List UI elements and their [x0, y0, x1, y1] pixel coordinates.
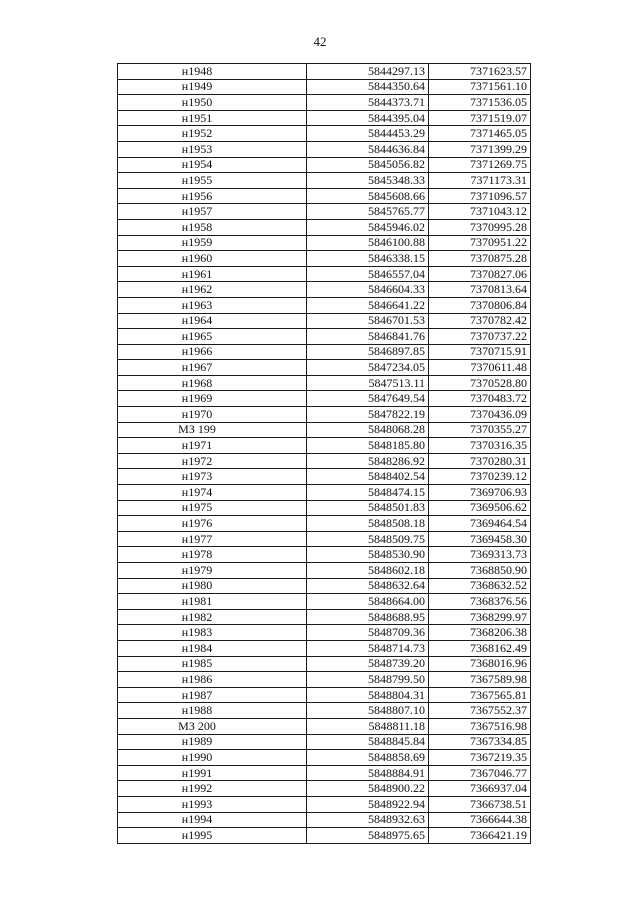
table-row	[118, 79, 531, 95]
x-coordinate-cell: 5848922.94	[307, 796, 429, 812]
point-name-cell: н1977	[118, 531, 307, 547]
y-coordinate-cell: 7370995.28	[429, 219, 531, 235]
x-coordinate-cell: 5846557.04	[307, 266, 429, 282]
point-name-cell: н1989	[118, 734, 307, 750]
table-row	[118, 469, 531, 485]
point-name-cell: н1976	[118, 516, 307, 532]
point-name-cell: МЗ 199	[118, 422, 307, 438]
y-coordinate-cell: 7366937.04	[429, 781, 531, 797]
table-row	[118, 485, 531, 501]
table-row	[118, 563, 531, 579]
table-row	[118, 796, 531, 812]
point-name-cell: н1993	[118, 796, 307, 812]
y-coordinate-cell: 7370316.35	[429, 438, 531, 454]
x-coordinate-cell: 5848932.63	[307, 812, 429, 828]
point-name-cell: н1987	[118, 687, 307, 703]
x-coordinate-cell: 5848501.83	[307, 500, 429, 516]
table-row	[118, 64, 531, 80]
table-row	[118, 219, 531, 235]
point-name-cell: н1972	[118, 453, 307, 469]
y-coordinate-cell: 7367046.77	[429, 765, 531, 781]
table-row	[118, 718, 531, 734]
point-name-cell: н1980	[118, 578, 307, 594]
y-coordinate-cell: 7368850.90	[429, 563, 531, 579]
point-name-cell: н1971	[118, 438, 307, 454]
y-coordinate-cell: 7370611.48	[429, 360, 531, 376]
table-row	[118, 235, 531, 251]
point-name-cell: н1985	[118, 656, 307, 672]
table-row	[118, 500, 531, 516]
table-row	[118, 313, 531, 329]
y-coordinate-cell: 7368162.49	[429, 640, 531, 656]
point-name-cell: н1983	[118, 625, 307, 641]
x-coordinate-cell: 5848799.50	[307, 672, 429, 688]
table-row	[118, 594, 531, 610]
point-name-cell: н1970	[118, 407, 307, 423]
table-row	[118, 516, 531, 532]
table-row	[118, 578, 531, 594]
table-row	[118, 126, 531, 142]
y-coordinate-cell: 7369464.54	[429, 516, 531, 532]
point-name-cell: н1967	[118, 360, 307, 376]
point-name-cell: н1951	[118, 110, 307, 126]
x-coordinate-cell: 5845608.66	[307, 188, 429, 204]
table-row	[118, 157, 531, 173]
page-number: 42	[313, 34, 327, 49]
y-coordinate-cell: 7371536.05	[429, 95, 531, 111]
y-coordinate-cell: 7370813.64	[429, 282, 531, 298]
table-row	[118, 453, 531, 469]
y-coordinate-cell: 7370806.84	[429, 297, 531, 313]
y-coordinate-cell: 7371561.10	[429, 79, 531, 95]
y-coordinate-cell: 7370782.42	[429, 313, 531, 329]
y-coordinate-cell: 7368299.97	[429, 609, 531, 625]
table-row	[118, 391, 531, 407]
y-coordinate-cell: 7369706.93	[429, 485, 531, 501]
x-coordinate-cell: 5848900.22	[307, 781, 429, 797]
point-name-cell: н1978	[118, 547, 307, 563]
y-coordinate-cell: 7369506.62	[429, 500, 531, 516]
x-coordinate-cell: 5844373.71	[307, 95, 429, 111]
point-name-cell: н1982	[118, 609, 307, 625]
point-name-cell: н1948	[118, 64, 307, 80]
point-name-cell: н1957	[118, 204, 307, 220]
table-row	[118, 812, 531, 828]
table-row	[118, 781, 531, 797]
x-coordinate-cell: 5848068.28	[307, 422, 429, 438]
y-coordinate-cell: 7371399.29	[429, 141, 531, 157]
x-coordinate-cell: 5844395.04	[307, 110, 429, 126]
point-name-cell: н1963	[118, 297, 307, 313]
y-coordinate-cell: 7370737.22	[429, 329, 531, 345]
point-name-cell: н1949	[118, 79, 307, 95]
x-coordinate-cell: 5848714.73	[307, 640, 429, 656]
table-row	[118, 438, 531, 454]
table-row	[118, 625, 531, 641]
x-coordinate-cell: 5846701.53	[307, 313, 429, 329]
table-row	[118, 828, 531, 844]
y-coordinate-cell: 7371096.57	[429, 188, 531, 204]
y-coordinate-cell: 7367565.81	[429, 687, 531, 703]
x-coordinate-cell: 5845056.82	[307, 157, 429, 173]
x-coordinate-cell: 5848530.90	[307, 547, 429, 563]
table-row	[118, 765, 531, 781]
point-name-cell: н1969	[118, 391, 307, 407]
table-row	[118, 531, 531, 547]
x-coordinate-cell: 5846604.33	[307, 282, 429, 298]
x-coordinate-cell: 5848739.20	[307, 656, 429, 672]
x-coordinate-cell: 5847822.19	[307, 407, 429, 423]
x-coordinate-cell: 5848664.00	[307, 594, 429, 610]
point-name-cell: МЗ 200	[118, 718, 307, 734]
y-coordinate-cell: 7368016.96	[429, 656, 531, 672]
x-coordinate-cell: 5844453.29	[307, 126, 429, 142]
point-name-cell: н1990	[118, 750, 307, 766]
x-coordinate-cell: 5844636.84	[307, 141, 429, 157]
x-coordinate-cell: 5848811.18	[307, 718, 429, 734]
table-row	[118, 360, 531, 376]
point-name-cell: н1955	[118, 173, 307, 189]
table-row	[118, 251, 531, 267]
point-name-cell: н1968	[118, 375, 307, 391]
point-name-cell: н1954	[118, 157, 307, 173]
x-coordinate-cell: 5848858.69	[307, 750, 429, 766]
x-coordinate-cell: 5844350.64	[307, 79, 429, 95]
y-coordinate-cell: 7367334.85	[429, 734, 531, 750]
y-coordinate-cell: 7366738.51	[429, 796, 531, 812]
point-name-cell: н1962	[118, 282, 307, 298]
x-coordinate-cell: 5848602.18	[307, 563, 429, 579]
x-coordinate-cell: 5848508.18	[307, 516, 429, 532]
point-name-cell: н1973	[118, 469, 307, 485]
table-row	[118, 656, 531, 672]
x-coordinate-cell: 5848975.65	[307, 828, 429, 844]
table-row	[118, 141, 531, 157]
x-coordinate-cell: 5845348.33	[307, 173, 429, 189]
table-row	[118, 750, 531, 766]
y-coordinate-cell: 7367552.37	[429, 703, 531, 719]
y-coordinate-cell: 7370715.91	[429, 344, 531, 360]
point-name-cell: н1960	[118, 251, 307, 267]
table-row	[118, 640, 531, 656]
table-row	[118, 375, 531, 391]
x-coordinate-cell: 5846841.76	[307, 329, 429, 345]
y-coordinate-cell: 7371623.57	[429, 64, 531, 80]
y-coordinate-cell: 7370827.06	[429, 266, 531, 282]
y-coordinate-cell: 7370528.80	[429, 375, 531, 391]
x-coordinate-cell: 5848804.31	[307, 687, 429, 703]
x-coordinate-cell: 5848286.92	[307, 453, 429, 469]
point-name-cell: н1958	[118, 219, 307, 235]
table-row	[118, 95, 531, 111]
point-name-cell: н1984	[118, 640, 307, 656]
table-row	[118, 173, 531, 189]
y-coordinate-cell: 7370355.27	[429, 422, 531, 438]
x-coordinate-cell: 5847234.05	[307, 360, 429, 376]
y-coordinate-cell: 7371173.31	[429, 173, 531, 189]
table-row	[118, 547, 531, 563]
point-name-cell: н1961	[118, 266, 307, 282]
table-row	[118, 734, 531, 750]
y-coordinate-cell: 7367589.98	[429, 672, 531, 688]
x-coordinate-cell: 5846641.22	[307, 297, 429, 313]
x-coordinate-cell: 5845946.02	[307, 219, 429, 235]
table-row	[118, 703, 531, 719]
point-name-cell: н1975	[118, 500, 307, 516]
table-row	[118, 407, 531, 423]
table-row	[118, 297, 531, 313]
point-name-cell: н1965	[118, 329, 307, 345]
y-coordinate-cell: 7369458.30	[429, 531, 531, 547]
point-name-cell: н1981	[118, 594, 307, 610]
coordinates-table-body	[118, 64, 531, 844]
table-row	[118, 329, 531, 345]
x-coordinate-cell: 5847649.54	[307, 391, 429, 407]
x-coordinate-cell: 5845765.77	[307, 204, 429, 220]
x-coordinate-cell: 5846100.88	[307, 235, 429, 251]
x-coordinate-cell: 5844297.13	[307, 64, 429, 80]
point-name-cell: н1994	[118, 812, 307, 828]
table-row	[118, 344, 531, 360]
point-name-cell: н1979	[118, 563, 307, 579]
x-coordinate-cell: 5848688.95	[307, 609, 429, 625]
x-coordinate-cell: 5848845.84	[307, 734, 429, 750]
point-name-cell: н1953	[118, 141, 307, 157]
table-row	[118, 110, 531, 126]
x-coordinate-cell: 5848632.64	[307, 578, 429, 594]
point-name-cell: н1986	[118, 672, 307, 688]
x-coordinate-cell: 5848884.91	[307, 765, 429, 781]
point-name-cell: н1974	[118, 485, 307, 501]
y-coordinate-cell: 7371519.07	[429, 110, 531, 126]
y-coordinate-cell: 7368376.56	[429, 594, 531, 610]
x-coordinate-cell: 5848709.36	[307, 625, 429, 641]
y-coordinate-cell: 7370951.22	[429, 235, 531, 251]
point-name-cell: н1952	[118, 126, 307, 142]
y-coordinate-cell: 7370875.28	[429, 251, 531, 267]
y-coordinate-cell: 7367516.98	[429, 718, 531, 734]
y-coordinate-cell: 7366644.38	[429, 812, 531, 828]
x-coordinate-cell: 5848509.75	[307, 531, 429, 547]
y-coordinate-cell: 7371043.12	[429, 204, 531, 220]
y-coordinate-cell: 7370483.72	[429, 391, 531, 407]
x-coordinate-cell: 5848402.54	[307, 469, 429, 485]
table-row	[118, 422, 531, 438]
x-coordinate-cell: 5848474.15	[307, 485, 429, 501]
y-coordinate-cell: 7369313.73	[429, 547, 531, 563]
y-coordinate-cell: 7368206.38	[429, 625, 531, 641]
y-coordinate-cell: 7371269.75	[429, 157, 531, 173]
point-name-cell: н1991	[118, 765, 307, 781]
y-coordinate-cell: 7370280.31	[429, 453, 531, 469]
table-row	[118, 672, 531, 688]
x-coordinate-cell: 5847513.11	[307, 375, 429, 391]
table-row	[118, 282, 531, 298]
table-row	[118, 204, 531, 220]
x-coordinate-cell: 5848807.10	[307, 703, 429, 719]
y-coordinate-cell: 7366421.19	[429, 828, 531, 844]
y-coordinate-cell: 7370436.09	[429, 407, 531, 423]
point-name-cell: н1988	[118, 703, 307, 719]
y-coordinate-cell: 7370239.12	[429, 469, 531, 485]
point-name-cell: н1959	[118, 235, 307, 251]
y-coordinate-cell: 7368632.52	[429, 578, 531, 594]
x-coordinate-cell: 5846338.15	[307, 251, 429, 267]
point-name-cell: н1992	[118, 781, 307, 797]
point-name-cell: н1966	[118, 344, 307, 360]
x-coordinate-cell: 5846897.85	[307, 344, 429, 360]
y-coordinate-cell: 7367219.35	[429, 750, 531, 766]
coordinates-table	[117, 63, 531, 844]
y-coordinate-cell: 7371465.05	[429, 126, 531, 142]
point-name-cell: н1950	[118, 95, 307, 111]
table-row	[118, 687, 531, 703]
point-name-cell: н1964	[118, 313, 307, 329]
table-row	[118, 609, 531, 625]
point-name-cell: н1995	[118, 828, 307, 844]
x-coordinate-cell: 5848185.80	[307, 438, 429, 454]
table-row	[118, 266, 531, 282]
table-row	[118, 188, 531, 204]
point-name-cell: н1956	[118, 188, 307, 204]
